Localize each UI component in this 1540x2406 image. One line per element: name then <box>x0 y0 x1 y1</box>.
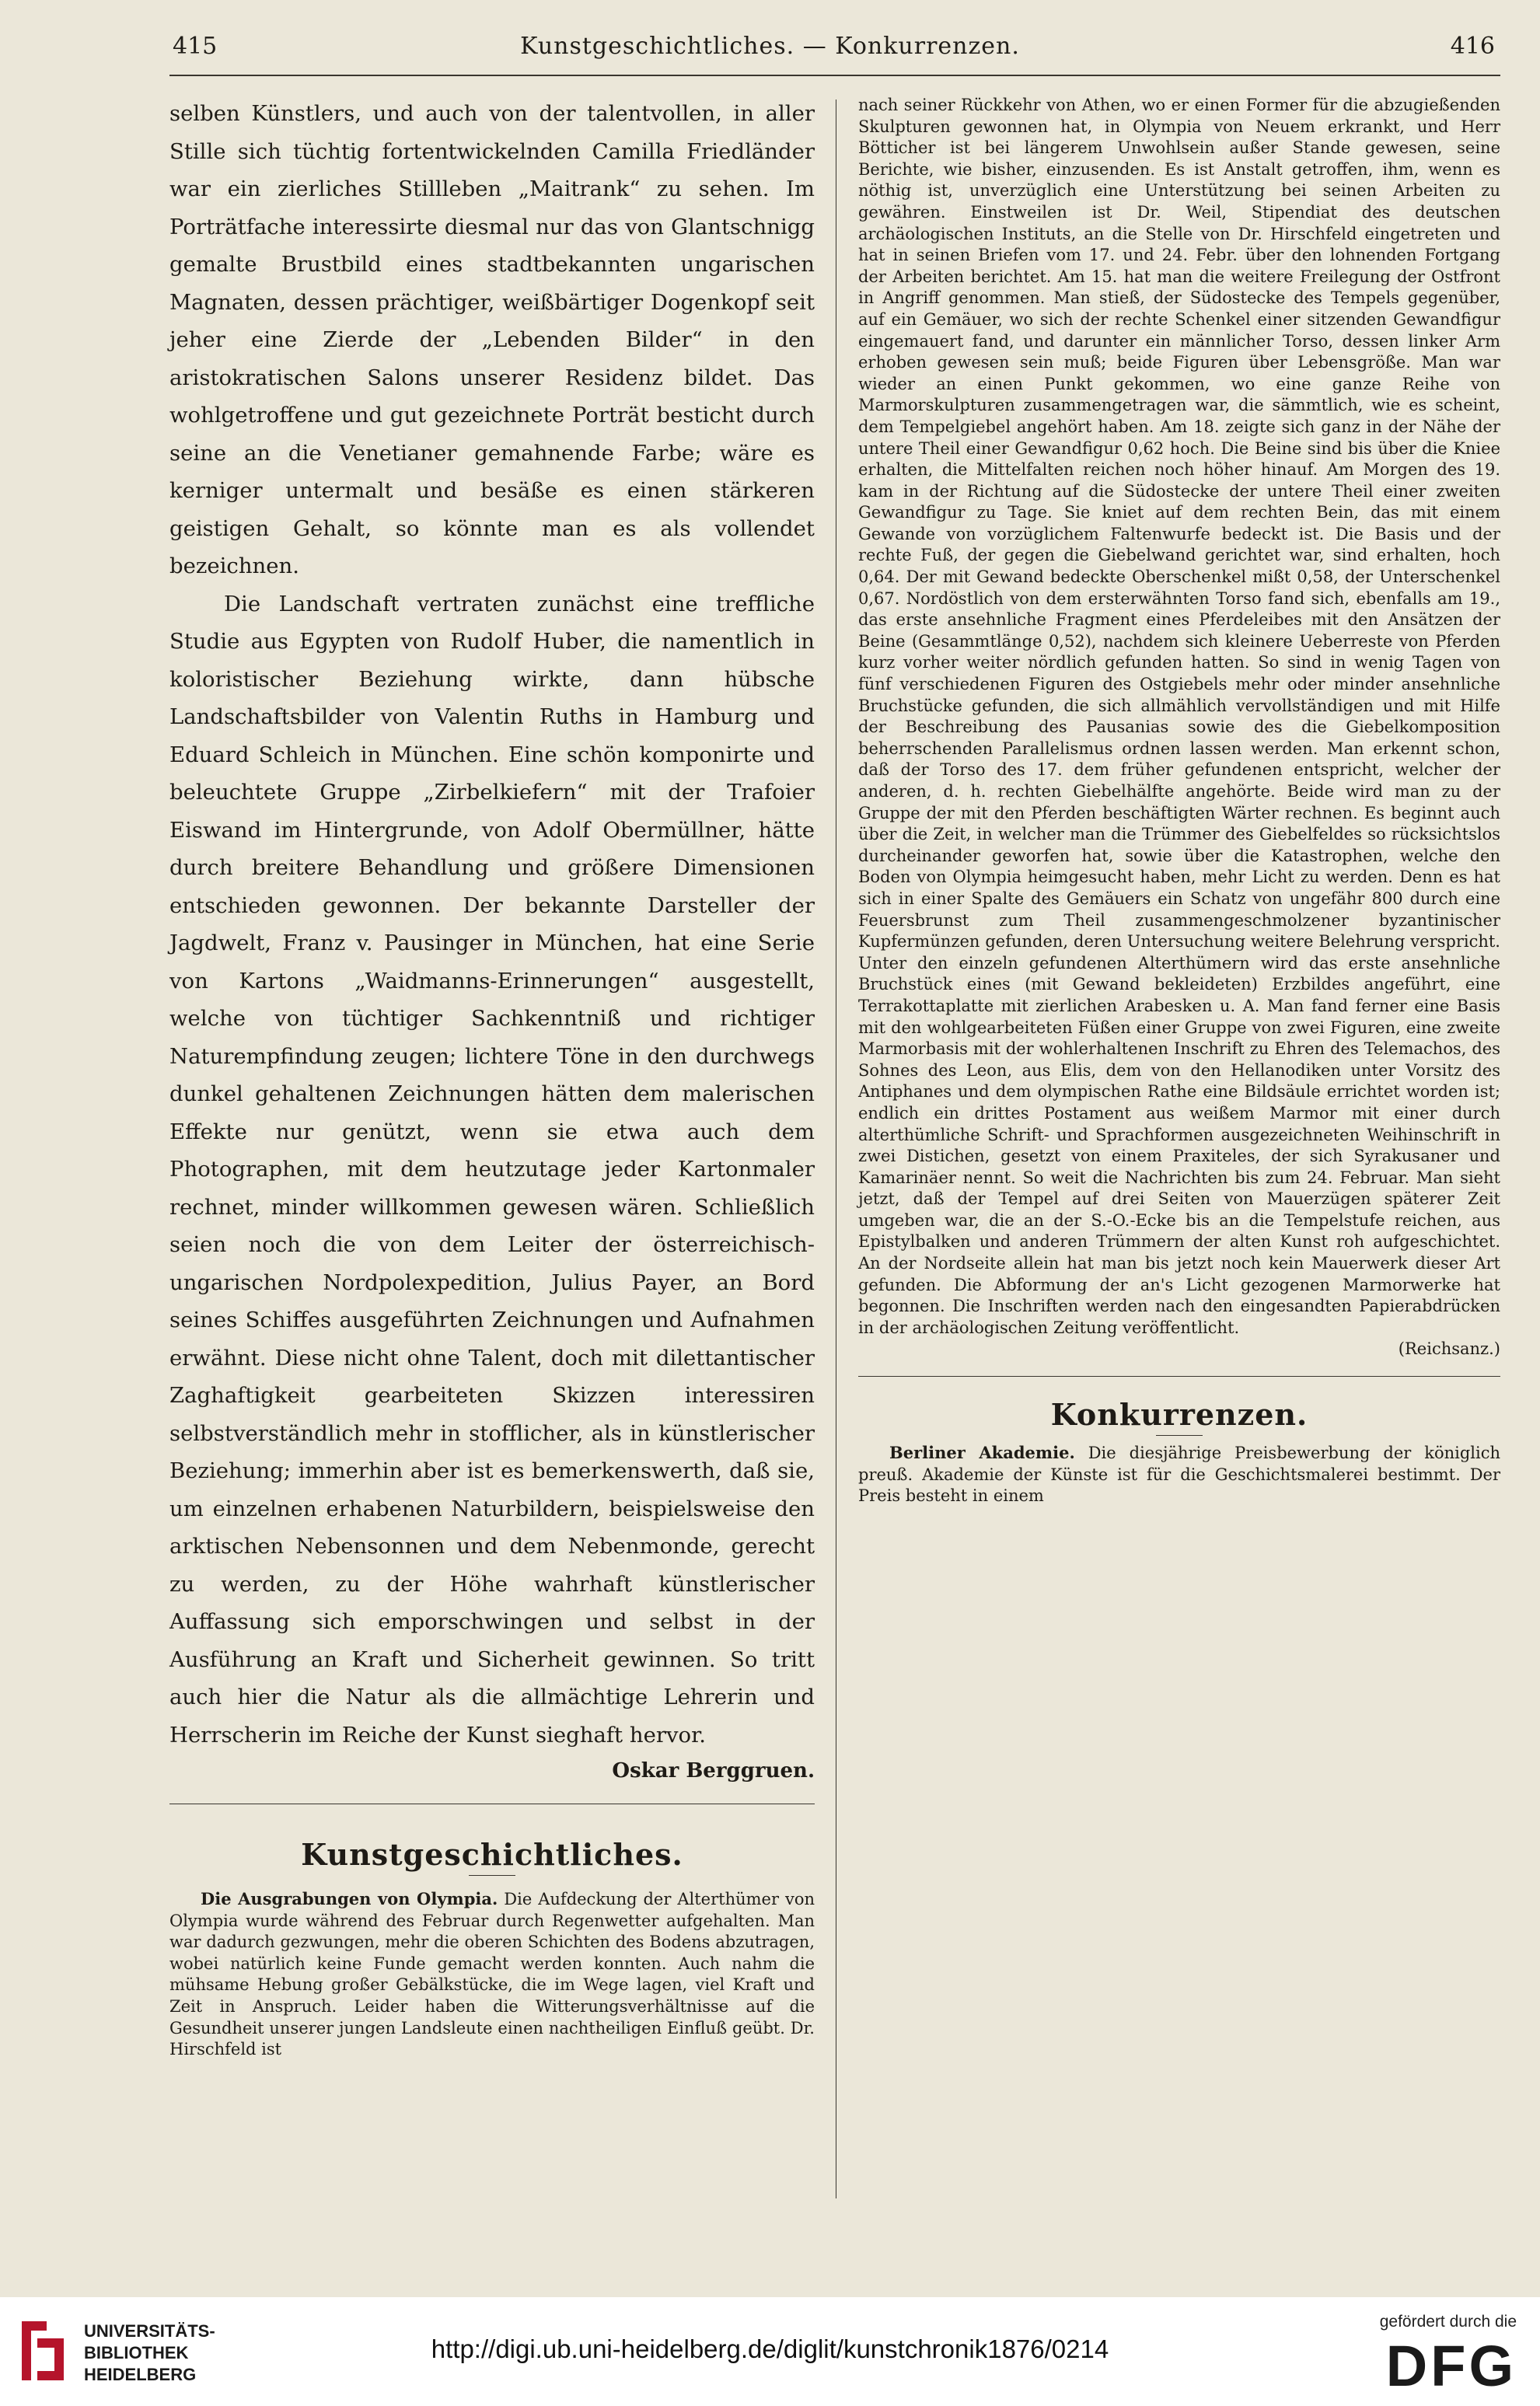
dfg-logo: DFG <box>1385 2334 1517 2398</box>
page-number-left: 415 <box>173 33 218 60</box>
funding-note: gefördert durch die <box>1379 2313 1517 2331</box>
left-column <box>169 95 815 2061</box>
running-header: Kunstgeschichtliches. — Konkurrenzen. <box>520 33 1020 60</box>
header-rule <box>169 75 1500 76</box>
right-column <box>858 95 1500 1507</box>
competition-text: Die diesjährige Preisbewerbung der königlich preuß. Akademie der Künste ist für die Geschichtsmalerei bestimmt. Der Preis besteht in einem <box>858 1444 1500 1506</box>
article-body <box>169 1888 815 2061</box>
title-underline <box>1156 1435 1203 1436</box>
section-title: Kunstgeschichtliches. <box>301 1837 683 1872</box>
section-rule <box>858 1376 1500 1377</box>
section-title: Konkurrenzen. <box>1050 1397 1308 1433</box>
permalink-url[interactable]: http://digi.ub.uni-heidelberg.de/diglit/kunstchronik1876/0214 <box>431 2334 1109 2363</box>
body-paragraph: selben Künstlers, und auch von der talentvollen, in aller Stille sich tüchtig fortentwickelnden Camilla Friedländer war ein zierliches Stillleben „Maitrank“ zu sehen. Im Porträtfache interessirte diesmal nur das von Glantschnigg gemalte Brustbild eines stadtbekannten ungarischen Magnaten, dessen prächtiger, weißbärtiger Dogenkopf seit jeher eine Zierde der „Lebenden Bilder“ in den aristokratischen Salons unserer Residenz bildet. Das wohlgetroffene und gut gezeichnete Porträt besticht durch seine an die Venetianer gemahnende Farbe; wäre es kerniger untermalt und besäße es einen stärkeren geistigen Gehalt, so könnte man es als vollendet bezeichnen. <box>169 101 815 578</box>
author-signature: Oskar Berggruen. <box>612 1759 815 1783</box>
page-number-right: 416 <box>1450 33 1495 60</box>
digitization-footer <box>0 2297 1540 2406</box>
title-underline <box>469 1875 515 1876</box>
article-lead: Die Ausgrabungen von Olympia. <box>201 1889 498 1908</box>
article-continuation: nach seiner Rückkehr von Athen, wo er einen Former für die abzugießenden Skulpturen gewonnen hat, in Olympia von Neuem erkrankt, und Herr Bötticher ist bei längerem Unwohlsein außer Stande gewesen, seine Berichte, wie bisher, einzusenden. Es ist Anstalt getroffen, ihm, wenn es nöthig ist, unverzüglich eine Unterstützung bei seinen Arbeiten zu gewähren. Einstweilen ist Dr. Weil, Stipendiat des deutschen archäologischen Instituts, an die Stelle von Dr. Hirschfeld eingetreten und hat in seinen Briefen vom 17. und 24. Febr. über den lohnenden Fortgang der Arbeiten berichtet. Am 15. hat man die weitere Freilegung der Ostfront in Angriff genommen. Man stieß, der Südostecke des Tempels gegenüber, auf ein Gemäuer, wo sich der rechte Schenkel einer sitzenden Gewandfigur eingemauert fand, und darunter ein männlicher Torso, dessen linker Arm erhoben gewesen sein muß; beide Figuren über Lebensgröße. Man war wieder an einen Punkt gekommen, wo eine ganze Reihe von Marmorskulpturen zusammengetragen war, die sämmtlich, wie es scheint, dem Tempelgiebel angehört haben. Am 18. zeigte sich ganz in der Nähe der untere Theil einer Gewandfigur 0,62 hoch. Die Beine sind bis über die Kniee erhalten, die Mittelfalten reichen noch höher hinauf. Am Morgen des 19. kam in der Richtung auf die Südostecke der untere Theil einer zweiten Gewandfigur zu Tage. Sie kniet auf dem rechten Bein, das mit einem Gewande von vorzüglichem Faltenwurfe bedeckt ist. Die Basis und der rechte Fuß, der gegen die Giebelwand gerichtet war, sind erhalten, hoch 0,64. Der mit Gewand bedeckte Oberschenkel mißt 0,58, der Unterschenkel 0,67. Nordöstlich von dem ersterwähnten Torso fand sich, ebenfalls am 19., das erste ansehnliche Fragment eines Pferdeleibes mit den Ansätzen der Beine (Gesammtlänge 0,52), nachdem sich kleinere Ueberreste von Pferden kurz vorher weiter nördlich gefunden hatten. So sind in wenig Tagen von fünf verschiedenen Figuren des Ostgiebels mehr oder minder ansehnliche Bruchstücke gefunden, die sich allmählich vervollständigen und mit Hilfe der Beschreibung des Pausanias sowie des die Giebelkomposition beherrschenden Parallelismus ordnen lassen werden. Man erkennt schon, daß der Torso des 17. dem früher gefundenen entspricht, welcher der anderen, d. h. rechten Giebelhälfte angehörte. Beide wird man zu der Gruppe der mit den Pferden beschäftigten Wärter rechnen. Es beginnt auch über die Zeit, in welcher man die Trümmer des Giebelfeldes so rücksichtslos durcheinander geworfen hat, sowie über die Katastrophen, welche den Boden von Olympia heimgesucht haben, mehr Licht zu werden. Denn es hat sich in einer Spalte des Gemäuers ein Schatz von ungefähr 800 durch eine Feuersbrunst zum Theil zusammengeschmolzener byzantinischer Kupfermünzen gefunden, deren Untersuchung weitere Belehrung verspricht. Unter den einzeln gefundenen Alterthümern wird das erste ansehnliche Bruchstück eines (mit Gewand bekleideten) Erzbildes angeführt, eine Terrakottaplatte mit zierlichen Arabesken u. A. Man fand ferner eine Basis mit den wohlgearbeiteten Füßen einer Gruppe von zwei Figuren, eine zweite Marmorbasis mit der wohlerhaltenen Inschrift zu Ehren des Telemachos, des Sohnes des Leon, aus Elis, dem von den Hellanodiken unter Vorsitz des Antiphanes und dem olympischen Rathe eine Bildsäule errichtet worden ist; endlich ein drittes Postament aus weißem Marmor mit einer durch alterthümliche Schrift- und Sprachformen ausgezeichneten Weihinschrift in zwei Distichen, gesetzt von einem Praxiteles, der sich Syrakusaner und Kamarinäer nennt. So weit die Nachrichten bis zum 24. Februar. Man sieht jetzt, daß der Tempel auf drei Seiten von Mauerzügen späterer Zeit umgeben war, die an der S.-O.-Ecke bis an die Tempelstufe reichen, aus Epistylbalken und anderen Trümmern der alten Kunst roh aufgeschichtet. An der Nordseite allein hat man bis jetzt noch kein Mauerwerk dieser Art gefunden. Die Abformung der an's Licht gezogenen Marmorwerke hat begonnen. Die Inschriften werden nach den eingesandten Papierabdrücken in der archäologischen Zeitung veröffentlicht. <box>858 96 1500 1337</box>
source-note: (Reichsanz.) <box>1398 1339 1500 1359</box>
competition-lead: Berliner Akademie. <box>889 1443 1075 1463</box>
competition-body <box>858 1442 1500 1507</box>
library-name: UNIVERSITÄTS- BIBLIOTHEK HEIDELBERG <box>84 2321 215 2384</box>
body-paragraph: Die Landschaft vertraten zunächst eine treffliche Studie aus Egypten von Rudolf Huber, die namentlich in koloristischer Beziehung wirkte, dann hübsche Landschaftsbilder von Valentin Ruths in Hamburg und Eduard Schleich in München. Eine schön komponirte und beleuchtete Gruppe „Zirbelkiefern“ mit der Trafoier Eiswand im Hintergrunde, von Adolf Obermüllner, hätte durch breitere Behandlung und größere Dimensionen entschieden gewonnen. Der bekannte Darsteller der Jagdwelt, Franz v. Pausinger in München, hat eine Serie von Kartons „Waidmanns-Erinnerungen“ ausgestellt, welche von tüchtiger Sachkenntniß und richtiger Naturempfindung zeugen; lichtere Töne in den durchwegs dunkel gehaltenen Zeichnungen hätten dem malerischen Effekte nur genützt, wenn sie etwa auch dem Photographen, mit dem heutzutage jeder Kartonmaler rechnet, minder willkommen gewesen wären. Schließlich seien noch die von dem Leiter der österreichisch-ungarischen Nordpolexpedition, Julius Payer, an Bord seines Schiffes ausgeführten Zeichnungen und Aufnahmen erwähnt. Diese nicht ohne Talent, doch mit dilettantischer Zaghaftigkeit gearbeiteten Skizzen interessiren selbstverständlich mehr in stofflicher, als in künstlerischer Beziehung; immerhin aber ist es bemerkenswerth, daß sie, um einzelnen erhabenen Naturbildern, beispielsweise den arktischen Nebensonnen und dem Nebenmonde, gerecht zu werden, zu der Höhe wahrhaft künstlerischer Auffassung sich emporschwingen und selbst in der Ausführung an Kraft und Sicherheit gewinnen. So tritt auch hier die Natur als die allmächtige Lehrerin und Herrscherin im Reiche der Kunst sieghaft hervor. <box>169 591 815 1748</box>
article-text: Die Aufdeckung der Alterthümer von Olympia wurde während des Februar durch Regenwetter aufgehalten. Man war dadurch gezwungen, mehr die oberen Schichten des Bodens abzutragen, wobei natürlich keine Funde gemacht werden konnten. Auch nahm die mühsame Hebung großer Gebälkstücke, die im Wege lagen, viel Kraft und Zeit in Anspruch. Leider haben die Witterungsverhältnisse auf die Gesundheit unserer jungen Landsleute einen nachtheiligen Einfluß geübt. Dr. Hirschfeld ist <box>169 1890 815 2059</box>
